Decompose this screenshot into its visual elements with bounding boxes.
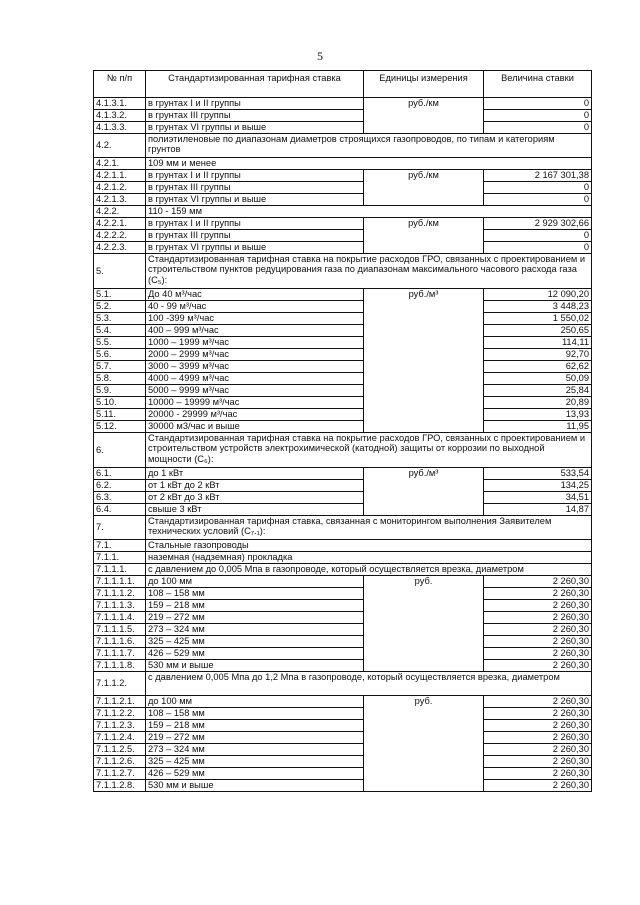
rate-name: 400 – 999 м³/час xyxy=(146,325,364,337)
rate-value: 134,25 xyxy=(484,480,592,492)
row-number: 7.1.1.1. xyxy=(94,564,146,576)
rate-value: 2 260,30 xyxy=(484,624,592,636)
row-number: 4.2.2.3. xyxy=(94,242,146,254)
rate-value: 2 260,30 xyxy=(484,636,592,648)
table-row xyxy=(94,170,592,182)
row-number: 4.2.1. xyxy=(94,158,146,170)
rate-value: 2 260,30 xyxy=(484,744,592,756)
rate-name: до 100 мм xyxy=(146,576,364,588)
rate-name: свыше 3 кВт xyxy=(146,504,364,516)
rate-name: в грунтах III группы xyxy=(146,182,364,194)
header-unit: Единицы измерения xyxy=(364,71,484,98)
row-number: 7.1.1.1.7. xyxy=(94,648,146,660)
header-value: Величина ставки xyxy=(484,71,592,98)
rate-name: наземная (надземная) прокладка xyxy=(146,552,592,564)
rate-name: в грунтах III группы xyxy=(146,230,364,242)
tariff-table xyxy=(93,70,592,792)
rate-value: 250,65 xyxy=(484,325,592,337)
table-row xyxy=(94,516,592,540)
rate-name: 273 – 324 мм xyxy=(146,624,364,636)
rate-name: 159 – 218 мм xyxy=(146,600,364,612)
table-row xyxy=(94,696,592,708)
row-number: 5.1. xyxy=(94,289,146,301)
rate-value: 2 260,30 xyxy=(484,648,592,660)
rate-value: 2 260,30 xyxy=(484,576,592,588)
rate-value: 2 260,30 xyxy=(484,756,592,768)
rate-value: 13,93 xyxy=(484,409,592,421)
rate-value: 34,51 xyxy=(484,492,592,504)
row-number: 5.7. xyxy=(94,361,146,373)
table-row xyxy=(94,349,592,361)
rate-value: 2 260,30 xyxy=(484,600,592,612)
table-row xyxy=(94,254,592,289)
rate-name: Стандартизированная тарифная ставка, связанная с мониторингом выполнения Заявителем технических условий (C₇.₁): xyxy=(146,516,592,540)
table-row xyxy=(94,768,592,780)
unit-cell: руб./м³ xyxy=(364,468,484,516)
table-row xyxy=(94,98,592,110)
row-number: 6.2. xyxy=(94,480,146,492)
row-number: 7. xyxy=(94,516,146,540)
rate-name: в грунтах I и II группы xyxy=(146,170,364,182)
rate-name: 110 - 159 мм xyxy=(146,206,592,218)
row-number: 4.2. xyxy=(94,134,146,158)
rate-name: 108 – 158 мм xyxy=(146,708,364,720)
rate-name: 159 – 218 мм xyxy=(146,720,364,732)
row-number: 7.1.1.1.3. xyxy=(94,600,146,612)
rate-name: 325 – 425 мм xyxy=(146,636,364,648)
rate-value: 2 260,30 xyxy=(484,660,592,672)
row-number: 4.2.2.1. xyxy=(94,218,146,230)
rate-name: 30000 м3/час и выше xyxy=(146,421,364,433)
unit-cell: руб. xyxy=(364,576,484,672)
row-number: 7.1.1.2.6. xyxy=(94,756,146,768)
rate-name: 426 – 529 мм xyxy=(146,648,364,660)
rate-value: 12 090,20 xyxy=(484,289,592,301)
header-name: Стандартизированная тарифная ставка xyxy=(146,71,364,98)
rate-value: 62,62 xyxy=(484,361,592,373)
row-number: 5.4. xyxy=(94,325,146,337)
header-num: № п/п xyxy=(94,71,146,98)
rate-name: Стандартизированная тарифная ставка на покрытие расходов ГРО, связанных с проектированием и строительством пунктов редуцирования газа по диапазонам максимального часового расхода газа (C₅): xyxy=(146,254,592,289)
rate-value: 1 550,02 xyxy=(484,313,592,325)
rate-name: 10000 – 19999 м³/час xyxy=(146,397,364,409)
rate-value: 20,89 xyxy=(484,397,592,409)
row-number: 7.1.1.1.8. xyxy=(94,660,146,672)
rate-value: 2 260,30 xyxy=(484,780,592,792)
table-row xyxy=(94,780,592,792)
table-row xyxy=(94,576,592,588)
rate-name: 530 мм и выше xyxy=(146,780,364,792)
row-number: 6.1. xyxy=(94,468,146,480)
rate-name: от 1 кВт до 2 кВт xyxy=(146,480,364,492)
row-number: 5.6. xyxy=(94,349,146,361)
rate-name: 325 – 425 мм xyxy=(146,756,364,768)
rate-name: 109 мм и менее xyxy=(146,158,592,170)
rate-name: полиэтиленовые по диапазонам диаметров строящихся газопроводов, по типам и категориям грунтов xyxy=(146,134,592,158)
rate-name: 273 – 324 мм xyxy=(146,744,364,756)
table-row xyxy=(94,421,592,433)
rate-value: 114,11 xyxy=(484,337,592,349)
rate-value: 11,95 xyxy=(484,421,592,433)
row-number: 4.2.1.1. xyxy=(94,170,146,182)
rate-name: от 2 кВт до 3 кВт xyxy=(146,492,364,504)
rate-name: до 100 мм xyxy=(146,696,364,708)
row-number: 4.2.1.3. xyxy=(94,194,146,206)
rate-name: 426 – 529 мм xyxy=(146,768,364,780)
table-row xyxy=(94,624,592,636)
table-row xyxy=(94,744,592,756)
rate-name: 3000 – 3999 м³/час xyxy=(146,361,364,373)
row-number: 7.1.1.2.1. xyxy=(94,696,146,708)
table-row xyxy=(94,289,592,301)
rate-name: 5000 – 9999 м³/час xyxy=(146,385,364,397)
row-number: 7.1.1.2.2. xyxy=(94,708,146,720)
rate-name: Стальные газопроводы xyxy=(146,540,592,552)
table-row xyxy=(94,660,592,672)
row-number: 5.11. xyxy=(94,409,146,421)
rate-value: 0 xyxy=(484,110,592,122)
row-number: 7.1.1.2.5. xyxy=(94,744,146,756)
rate-value: 2 167 301,38 xyxy=(484,170,592,182)
row-number: 7.1.1.1.2. xyxy=(94,588,146,600)
rate-name: 219 – 272 мм xyxy=(146,732,364,744)
rate-name: до 1 кВт xyxy=(146,468,364,480)
rate-value: 2 260,30 xyxy=(484,720,592,732)
row-number: 5. xyxy=(94,254,146,289)
table-body xyxy=(94,98,592,792)
rate-value: 533,54 xyxy=(484,468,592,480)
row-number: 4.1.3.1. xyxy=(94,98,146,110)
rate-value: 14,87 xyxy=(484,504,592,516)
table-row xyxy=(94,301,592,313)
rate-name: Стандартизированная тарифная ставка на покрытие расходов ГРО, связанных с проектированием и строительством устройств электрохимической (катодной) защиты от коррозии по выходной мощности (C₆): xyxy=(146,433,592,468)
rate-name: 219 – 272 мм xyxy=(146,612,364,624)
row-number: 5.3. xyxy=(94,313,146,325)
rate-name: с давлением 0,005 Мпа до 1,2 Мпа в газопроводе, который осуществляется врезка, диаметром xyxy=(146,672,592,696)
rate-name: 100 -399 м³/час xyxy=(146,313,364,325)
row-number: 6.3. xyxy=(94,492,146,504)
row-number: 5.8. xyxy=(94,373,146,385)
row-number: 7.1.1.2.4. xyxy=(94,732,146,744)
rate-name: 20000 - 29999 м³/час xyxy=(146,409,364,421)
row-number: 6.4. xyxy=(94,504,146,516)
rate-name: 1000 – 1999 м³/час xyxy=(146,337,364,349)
table-row xyxy=(94,600,592,612)
table-row xyxy=(94,242,592,254)
table-row xyxy=(94,206,592,218)
table-row xyxy=(94,708,592,720)
rate-name: в грунтах I и II группы xyxy=(146,218,364,230)
page-number: 5 xyxy=(317,49,323,63)
row-number: 4.1.3.2. xyxy=(94,110,146,122)
rate-name: 40 - 99 м³/час xyxy=(146,301,364,313)
rate-value: 0 xyxy=(484,230,592,242)
rate-value: 50,09 xyxy=(484,373,592,385)
table-row xyxy=(94,480,592,492)
rate-value: 0 xyxy=(484,194,592,206)
row-number: 4.2.1.2. xyxy=(94,182,146,194)
table-row xyxy=(94,756,592,768)
table-row xyxy=(94,540,592,552)
row-number: 7.1.1.1.6. xyxy=(94,636,146,648)
row-number: 7.1.1.2. xyxy=(94,672,146,696)
table-row xyxy=(94,218,592,230)
rate-value: 25,84 xyxy=(484,385,592,397)
table-row xyxy=(94,468,592,480)
table-header-row xyxy=(94,71,592,98)
table-row xyxy=(94,385,592,397)
rate-name: в грунтах VI группы и выше xyxy=(146,122,364,134)
rate-name: 530 мм и выше xyxy=(146,660,364,672)
table-row xyxy=(94,636,592,648)
table-row xyxy=(94,313,592,325)
rate-value: 0 xyxy=(484,98,592,110)
table-row xyxy=(94,588,592,600)
table-row xyxy=(94,158,592,170)
table-row xyxy=(94,433,592,468)
table-row xyxy=(94,720,592,732)
table-row xyxy=(94,492,592,504)
row-number: 5.5. xyxy=(94,337,146,349)
row-number: 7.1.1.2.8. xyxy=(94,780,146,792)
rate-name: 108 – 158 мм xyxy=(146,588,364,600)
rate-value: 2 260,30 xyxy=(484,696,592,708)
row-number: 7.1.1.2.7. xyxy=(94,768,146,780)
unit-cell: руб. xyxy=(364,696,484,792)
rate-name: 2000 – 2999 м³/час xyxy=(146,349,364,361)
table-row xyxy=(94,409,592,421)
row-number: 5.12. xyxy=(94,421,146,433)
rate-name: в грунтах III группы xyxy=(146,110,364,122)
rate-name: в грунтах VI группы и выше xyxy=(146,194,364,206)
table-row xyxy=(94,612,592,624)
unit-cell: руб./м³ xyxy=(364,289,484,433)
row-number: 5.2. xyxy=(94,301,146,313)
table-row xyxy=(94,194,592,206)
row-number: 6. xyxy=(94,433,146,468)
table-row xyxy=(94,110,592,122)
rate-value: 0 xyxy=(484,122,592,134)
table-row xyxy=(94,552,592,564)
table-row xyxy=(94,732,592,744)
row-number: 7.1.1.1.5. xyxy=(94,624,146,636)
table-row xyxy=(94,337,592,349)
rate-value: 2 260,30 xyxy=(484,732,592,744)
rate-value: 0 xyxy=(484,182,592,194)
table-row xyxy=(94,564,592,576)
rate-value: 2 260,30 xyxy=(484,588,592,600)
rate-value: 2 260,30 xyxy=(484,612,592,624)
rate-value: 0 xyxy=(484,242,592,254)
unit-cell: руб./км xyxy=(364,218,484,254)
rate-name: 4000 – 4999 м³/час xyxy=(146,373,364,385)
table-row xyxy=(94,361,592,373)
rate-value: 2 260,30 xyxy=(484,708,592,720)
row-number: 7.1.1.2.3. xyxy=(94,720,146,732)
rate-name: с давлением до 0,005 Мпа в газопроводе, который осуществляется врезка, диаметром xyxy=(146,564,592,576)
table-row xyxy=(94,134,592,158)
rate-value: 2 929 302,66 xyxy=(484,218,592,230)
table-row xyxy=(94,122,592,134)
row-number: 7.1.1.1.1. xyxy=(94,576,146,588)
row-number: 4.2.2. xyxy=(94,206,146,218)
table-row xyxy=(94,672,592,696)
row-number: 5.10. xyxy=(94,397,146,409)
row-number: 7.1. xyxy=(94,540,146,552)
table-row xyxy=(94,230,592,242)
table-row xyxy=(94,182,592,194)
unit-cell: руб./км xyxy=(364,98,484,134)
rate-value: 2 260,30 xyxy=(484,768,592,780)
table-row xyxy=(94,397,592,409)
table-row xyxy=(94,373,592,385)
unit-cell: руб./км xyxy=(364,170,484,206)
row-number: 7.1.1. xyxy=(94,552,146,564)
row-number: 5.9. xyxy=(94,385,146,397)
row-number: 7.1.1.1.4. xyxy=(94,612,146,624)
rate-name: в грунтах VI группы и выше xyxy=(146,242,364,254)
row-number: 4.2.2.2. xyxy=(94,230,146,242)
rate-name: в грунтах I и II группы xyxy=(146,98,364,110)
rate-name: До 40 м³/час xyxy=(146,289,364,301)
table-row xyxy=(94,648,592,660)
table-row xyxy=(94,504,592,516)
table-row xyxy=(94,325,592,337)
rate-value: 92,70 xyxy=(484,349,592,361)
row-number: 4.1.3.3. xyxy=(94,122,146,134)
rate-value: 3 448,23 xyxy=(484,301,592,313)
